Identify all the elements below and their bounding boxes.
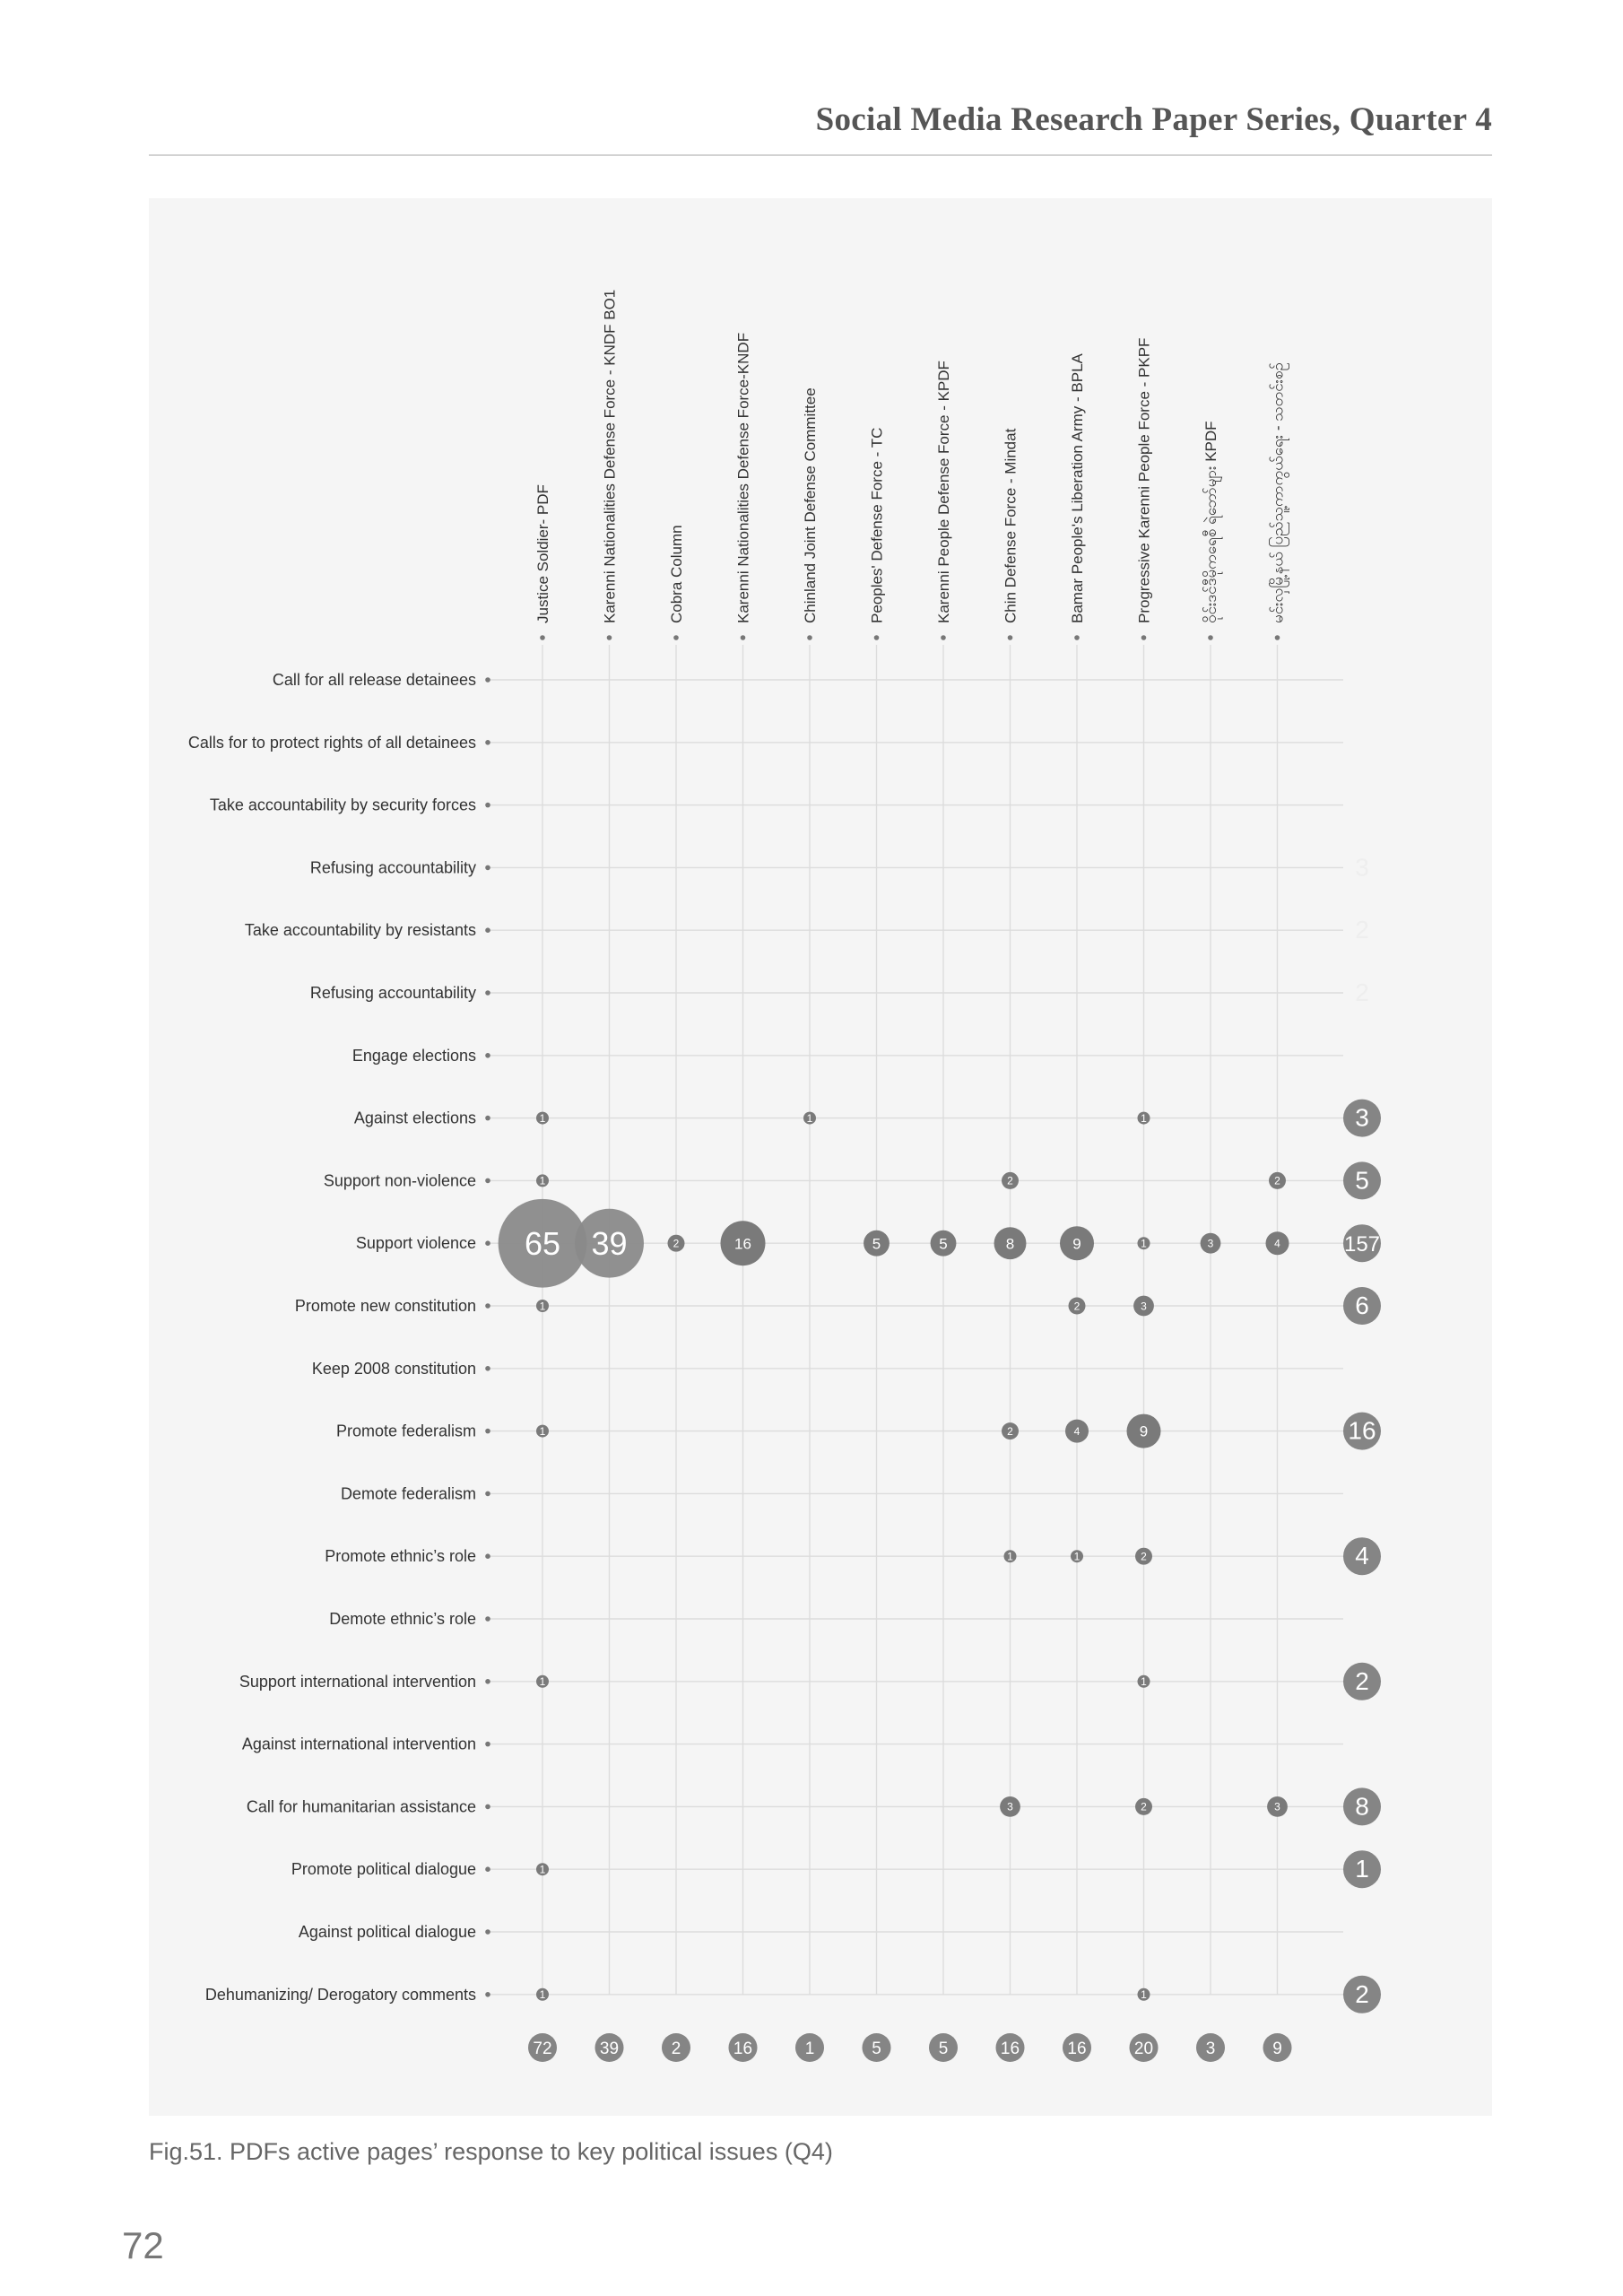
column-label: Bamar People's Liberation Army - BPLA (1069, 353, 1086, 623)
row-label: Support non-violence (323, 1171, 476, 1190)
bubble-value-label: 5 (939, 1235, 948, 1253)
bubble-value-label: 9 (1072, 1235, 1081, 1253)
row-label: Promote ethnic’s role (325, 1547, 476, 1566)
row-label: Take accountability by security forces (209, 796, 476, 814)
column-total-label: 72 (533, 2039, 552, 2058)
row-label-dot (485, 1679, 490, 1684)
column-total-label: 16 (733, 2039, 753, 2058)
bubble-value-label: 3 (1274, 1800, 1280, 1813)
row-label: Against political dialogue (298, 1923, 476, 1941)
row-label-dot (485, 677, 490, 683)
row-label: Support violence (355, 1234, 476, 1253)
column-total-label: 20 (1133, 2039, 1154, 2058)
page-header-title: Social Media Research Paper Series, Quarter 4 (815, 101, 1492, 138)
row-label-dot (485, 1240, 490, 1246)
row-label-dot (485, 1492, 490, 1497)
bubble-value-label: 1 (1141, 1237, 1147, 1250)
row-label: Demote ethnic’s role (329, 1610, 476, 1628)
row-label-dot (485, 1929, 490, 1935)
bubble-value-label: 5 (872, 1235, 881, 1253)
bubble-value-label: 3 (1207, 1237, 1214, 1250)
column-label-dot (1141, 635, 1147, 640)
header-divider (149, 154, 1492, 156)
column-total-label: 5 (872, 2039, 881, 2058)
bubble-value-label: 3 (1141, 1300, 1147, 1313)
row-label: Promote federalism (335, 1422, 476, 1440)
row-total-label: 157 (1343, 1232, 1381, 1257)
row-label-dot (485, 1429, 490, 1434)
bubble-value-label: 39 (591, 1225, 628, 1263)
bubble-value-label: 4 (1073, 1424, 1081, 1438)
bubble-value-label: 1 (539, 1111, 546, 1125)
row-total-label: 5 (1355, 1166, 1369, 1195)
column-total-label: 9 (1272, 2039, 1282, 2058)
row-label-dot (485, 803, 490, 808)
page-number: 72 (122, 2224, 164, 2266)
bubble-value-label: 1 (1141, 1675, 1147, 1689)
column-total-label: 16 (1000, 2039, 1020, 2058)
row-total-label: 8 (1355, 1792, 1369, 1821)
row-label: Take accountability by resistants (244, 921, 476, 940)
column-label: ဝိုင်းဒင်ဒီမိုကရေစီ ရဲဘော်များ KPDF (1202, 421, 1219, 623)
row-label: Against elections (353, 1109, 476, 1127)
bubble-value-label: 4 (1274, 1237, 1280, 1250)
row-label-dot (485, 1366, 490, 1371)
row-label: Demote federalism (340, 1484, 476, 1503)
row-total-label: 4 (1355, 1542, 1369, 1570)
row-label-dot (485, 1992, 490, 1997)
column-total-label: 3 (1205, 2039, 1216, 2058)
row-total-label: 3 (1355, 1103, 1369, 1132)
row-label-dot (485, 865, 490, 871)
bubble-value-label: 1 (1141, 1111, 1147, 1125)
row-total-label: 2 (1355, 1979, 1369, 2008)
column-label: Progressive Karenni People Force - PKPF (1135, 337, 1153, 623)
column-label-dot (941, 635, 946, 640)
row-label: Support international intervention (239, 1672, 476, 1691)
column-label: Justice Soldier- PDF (534, 484, 551, 623)
bubble-value-label: 2 (1141, 1550, 1147, 1563)
row-label: Against international intervention (241, 1735, 476, 1753)
row-label: Engage elections (352, 1046, 476, 1065)
row-label-dot (485, 927, 490, 933)
row-label-dot (485, 1178, 490, 1184)
column-label-dot (1074, 635, 1080, 640)
row-label-dot (485, 1805, 490, 1810)
bubble-value-label: 1 (539, 1424, 546, 1438)
bubble-value-label: 1 (539, 1863, 546, 1876)
row-label-dot (485, 1742, 490, 1747)
row-label: Refusing accountability (309, 984, 476, 1002)
column-label-dot (807, 635, 812, 640)
column-label: Karenni Nationalities Defense Force - KNDF BO1 (601, 289, 619, 623)
row-total-label: 2 (1355, 978, 1369, 1006)
row-label-dot (485, 1053, 490, 1058)
row-label-dot (485, 990, 490, 996)
column-total-label: 16 (1067, 2039, 1087, 2058)
column-label: Cobra Column (668, 525, 685, 623)
column-label-dot (607, 635, 612, 640)
column-total-label: 1 (804, 2039, 815, 2058)
column-label-dot (1208, 635, 1213, 640)
chart-panel (149, 198, 1492, 2116)
bubble-value-label: 1 (539, 1174, 546, 1187)
bubble-value-label: 65 (524, 1225, 561, 1263)
row-label: Promote new constitution (294, 1297, 476, 1315)
column-label-dot (1008, 635, 1013, 640)
bubble-value-label: 1 (1007, 1550, 1013, 1563)
row-total-label: 2 (1355, 1666, 1369, 1695)
row-total-label: 6 (1355, 1292, 1369, 1319)
bubble-matrix-chart (149, 198, 1492, 2116)
column-label: Peoples' Defense Force - TC (868, 427, 886, 623)
bubble-value-label: 2 (1274, 1174, 1280, 1187)
column-label-dot (1275, 635, 1280, 640)
bubble-value-label: 2 (1073, 1300, 1081, 1313)
row-label: Dehumanizing/ Derogatory comments (204, 1985, 476, 2004)
row-total-label: 2 (1355, 916, 1369, 944)
bubble-value-label: 2 (1007, 1424, 1013, 1438)
column-total-label: 5 (938, 2039, 949, 2058)
row-label-dot (485, 1116, 490, 1121)
bubble-value-label: 1 (539, 1300, 546, 1313)
column-label-dot (874, 635, 880, 640)
column-label-dot (741, 635, 746, 640)
bubble-value-label: 2 (1141, 1800, 1147, 1813)
row-label: Call for humanitarian assistance (246, 1797, 476, 1816)
row-total-label: 3 (1355, 853, 1369, 882)
row-label-dot (485, 1866, 490, 1872)
bubble-value-label: 2 (673, 1237, 680, 1250)
column-total-label: 2 (671, 2039, 681, 2058)
row-total-label: 1 (1355, 1855, 1369, 1883)
row-label-dot (485, 740, 490, 745)
column-total-label: 39 (599, 2039, 620, 2058)
bubble-value-label: 2 (1007, 1174, 1013, 1187)
row-label: Refusing accountability (309, 858, 476, 877)
row-label: Call for all release detainees (272, 671, 476, 689)
bubble-value-label: 16 (734, 1235, 751, 1253)
column-label-dot (540, 635, 545, 640)
bubble-value-label: 3 (1007, 1800, 1013, 1813)
row-label: Calls for to protect rights of all detainees (187, 733, 476, 752)
column-label: Karenni People Defense Force - KPDF (935, 361, 952, 623)
row-label-dot (485, 1553, 490, 1559)
row-label-dot (485, 1303, 490, 1309)
bubble-value-label: 1 (539, 1988, 546, 2002)
figure-caption: Fig.51. PDFs active pages’ response to key political issues (Q4) (149, 2138, 833, 2165)
bubble-value-label: 9 (1139, 1422, 1149, 1440)
column-label: Chin Defense Force - Mindat (1002, 428, 1020, 623)
bubble-value-label: 1 (806, 1111, 813, 1125)
column-label: Chinland Joint Defense Committee (802, 387, 819, 623)
column-label: Karenni Nationalities Defense Force-KNDF (734, 332, 752, 623)
row-label: Keep 2008 constitution (311, 1359, 476, 1378)
row-total-label: 16 (1348, 1416, 1376, 1445)
column-label: မင်းလှမြို့နယ် ပြည်သူ့ကာကွယ်ရေး - သတင်းစဉ် (1269, 362, 1287, 623)
bubble-value-label: 8 (1005, 1235, 1015, 1253)
column-label-dot (673, 635, 679, 640)
row-label: Promote political dialogue (291, 1860, 476, 1879)
bubble-value-label: 1 (1073, 1550, 1081, 1563)
bubble-value-label: 1 (1141, 1988, 1147, 2002)
bubble-value-label: 1 (539, 1675, 546, 1689)
row-label-dot (485, 1616, 490, 1622)
